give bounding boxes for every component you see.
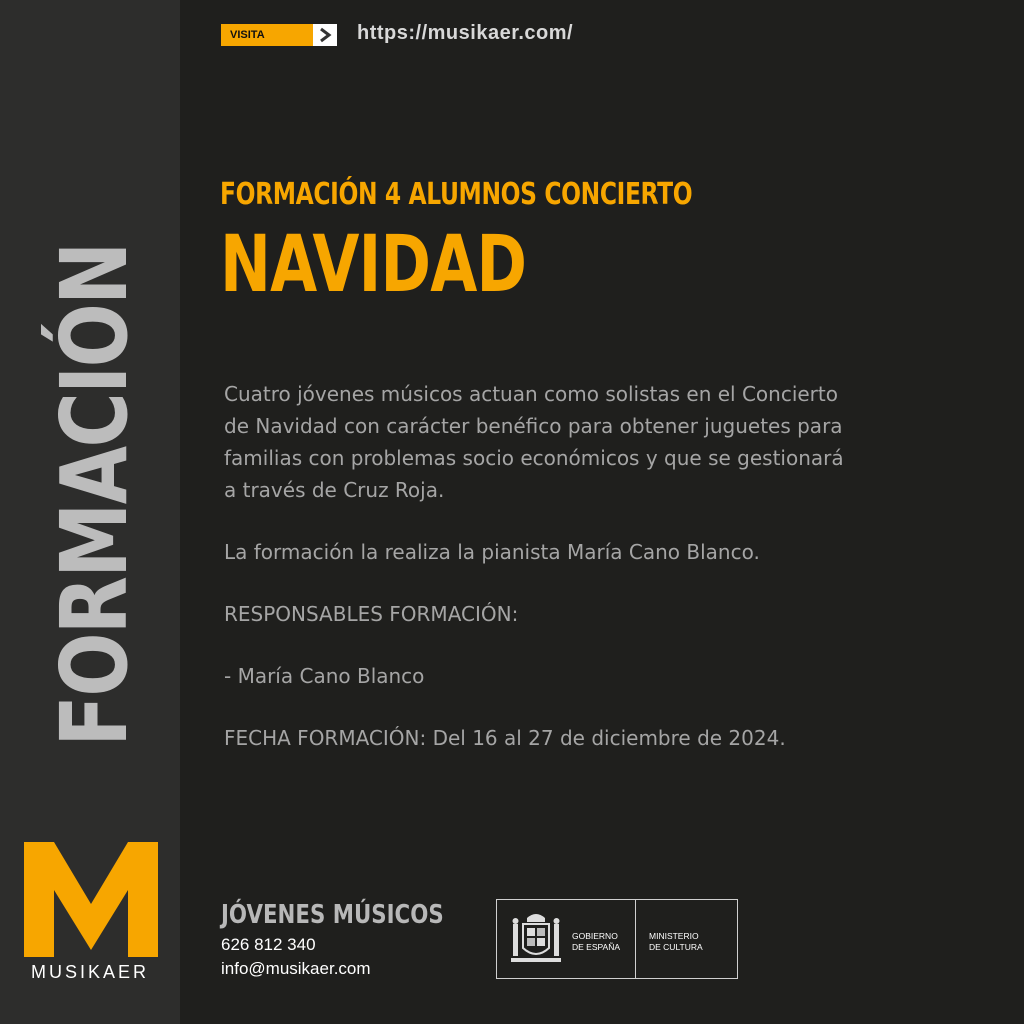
logo-wordmark: MUSIKAER bbox=[30, 962, 150, 982]
sidebar bbox=[0, 0, 180, 1024]
event-subtitle: FORMACIÓN 4 ALUMNOS CONCIERTO bbox=[220, 177, 693, 212]
description-line: familias con problemas socio económicos y que se gestionará bbox=[224, 446, 844, 470]
training-date: FECHA FORMACIÓN: Del 16 al 27 de diciembre de 2024. bbox=[224, 726, 786, 750]
event-description-block bbox=[224, 378, 924, 754]
vertical-section-title: FORMACIÓN bbox=[40, 243, 148, 747]
email-link[interactable]: info@musikaer.com bbox=[221, 959, 371, 978]
trainer-sentence: La formación la realiza la pianista María Cano Blanco. bbox=[224, 540, 760, 564]
description-line: de Navidad con carácter benéfico para obtener juguetes para bbox=[224, 414, 843, 438]
visit-button[interactable] bbox=[221, 24, 337, 46]
gov-text-gobierno: GOBIERNO DE ESPAÑA bbox=[572, 931, 621, 952]
gov-divider bbox=[635, 900, 636, 978]
gov-text-ministerio: MINISTERIO DE CULTURA bbox=[649, 931, 703, 952]
description-line: a través de Cruz Roja. bbox=[224, 478, 445, 502]
description-line: Cuatro jóvenes músicos actuan como solistas en el Concierto bbox=[224, 382, 838, 406]
chevron-right-icon bbox=[313, 24, 337, 46]
program-name: JÓVENES MÚSICOS bbox=[221, 900, 444, 930]
government-logo bbox=[496, 899, 738, 979]
phone-number[interactable]: 626 812 340 bbox=[221, 935, 316, 954]
responsable-item: - María Cano Blanco bbox=[224, 664, 425, 688]
visit-button-label: VISITA bbox=[221, 24, 313, 46]
responsables-heading: RESPONSABLES FORMACIÓN: bbox=[224, 602, 519, 626]
event-title: NAVIDAD bbox=[220, 220, 527, 310]
website-link[interactable]: https://musikaer.com/ bbox=[357, 22, 574, 44]
musikaer-m-logo bbox=[24, 842, 158, 957]
spain-coat-of-arms-icon bbox=[509, 910, 563, 968]
